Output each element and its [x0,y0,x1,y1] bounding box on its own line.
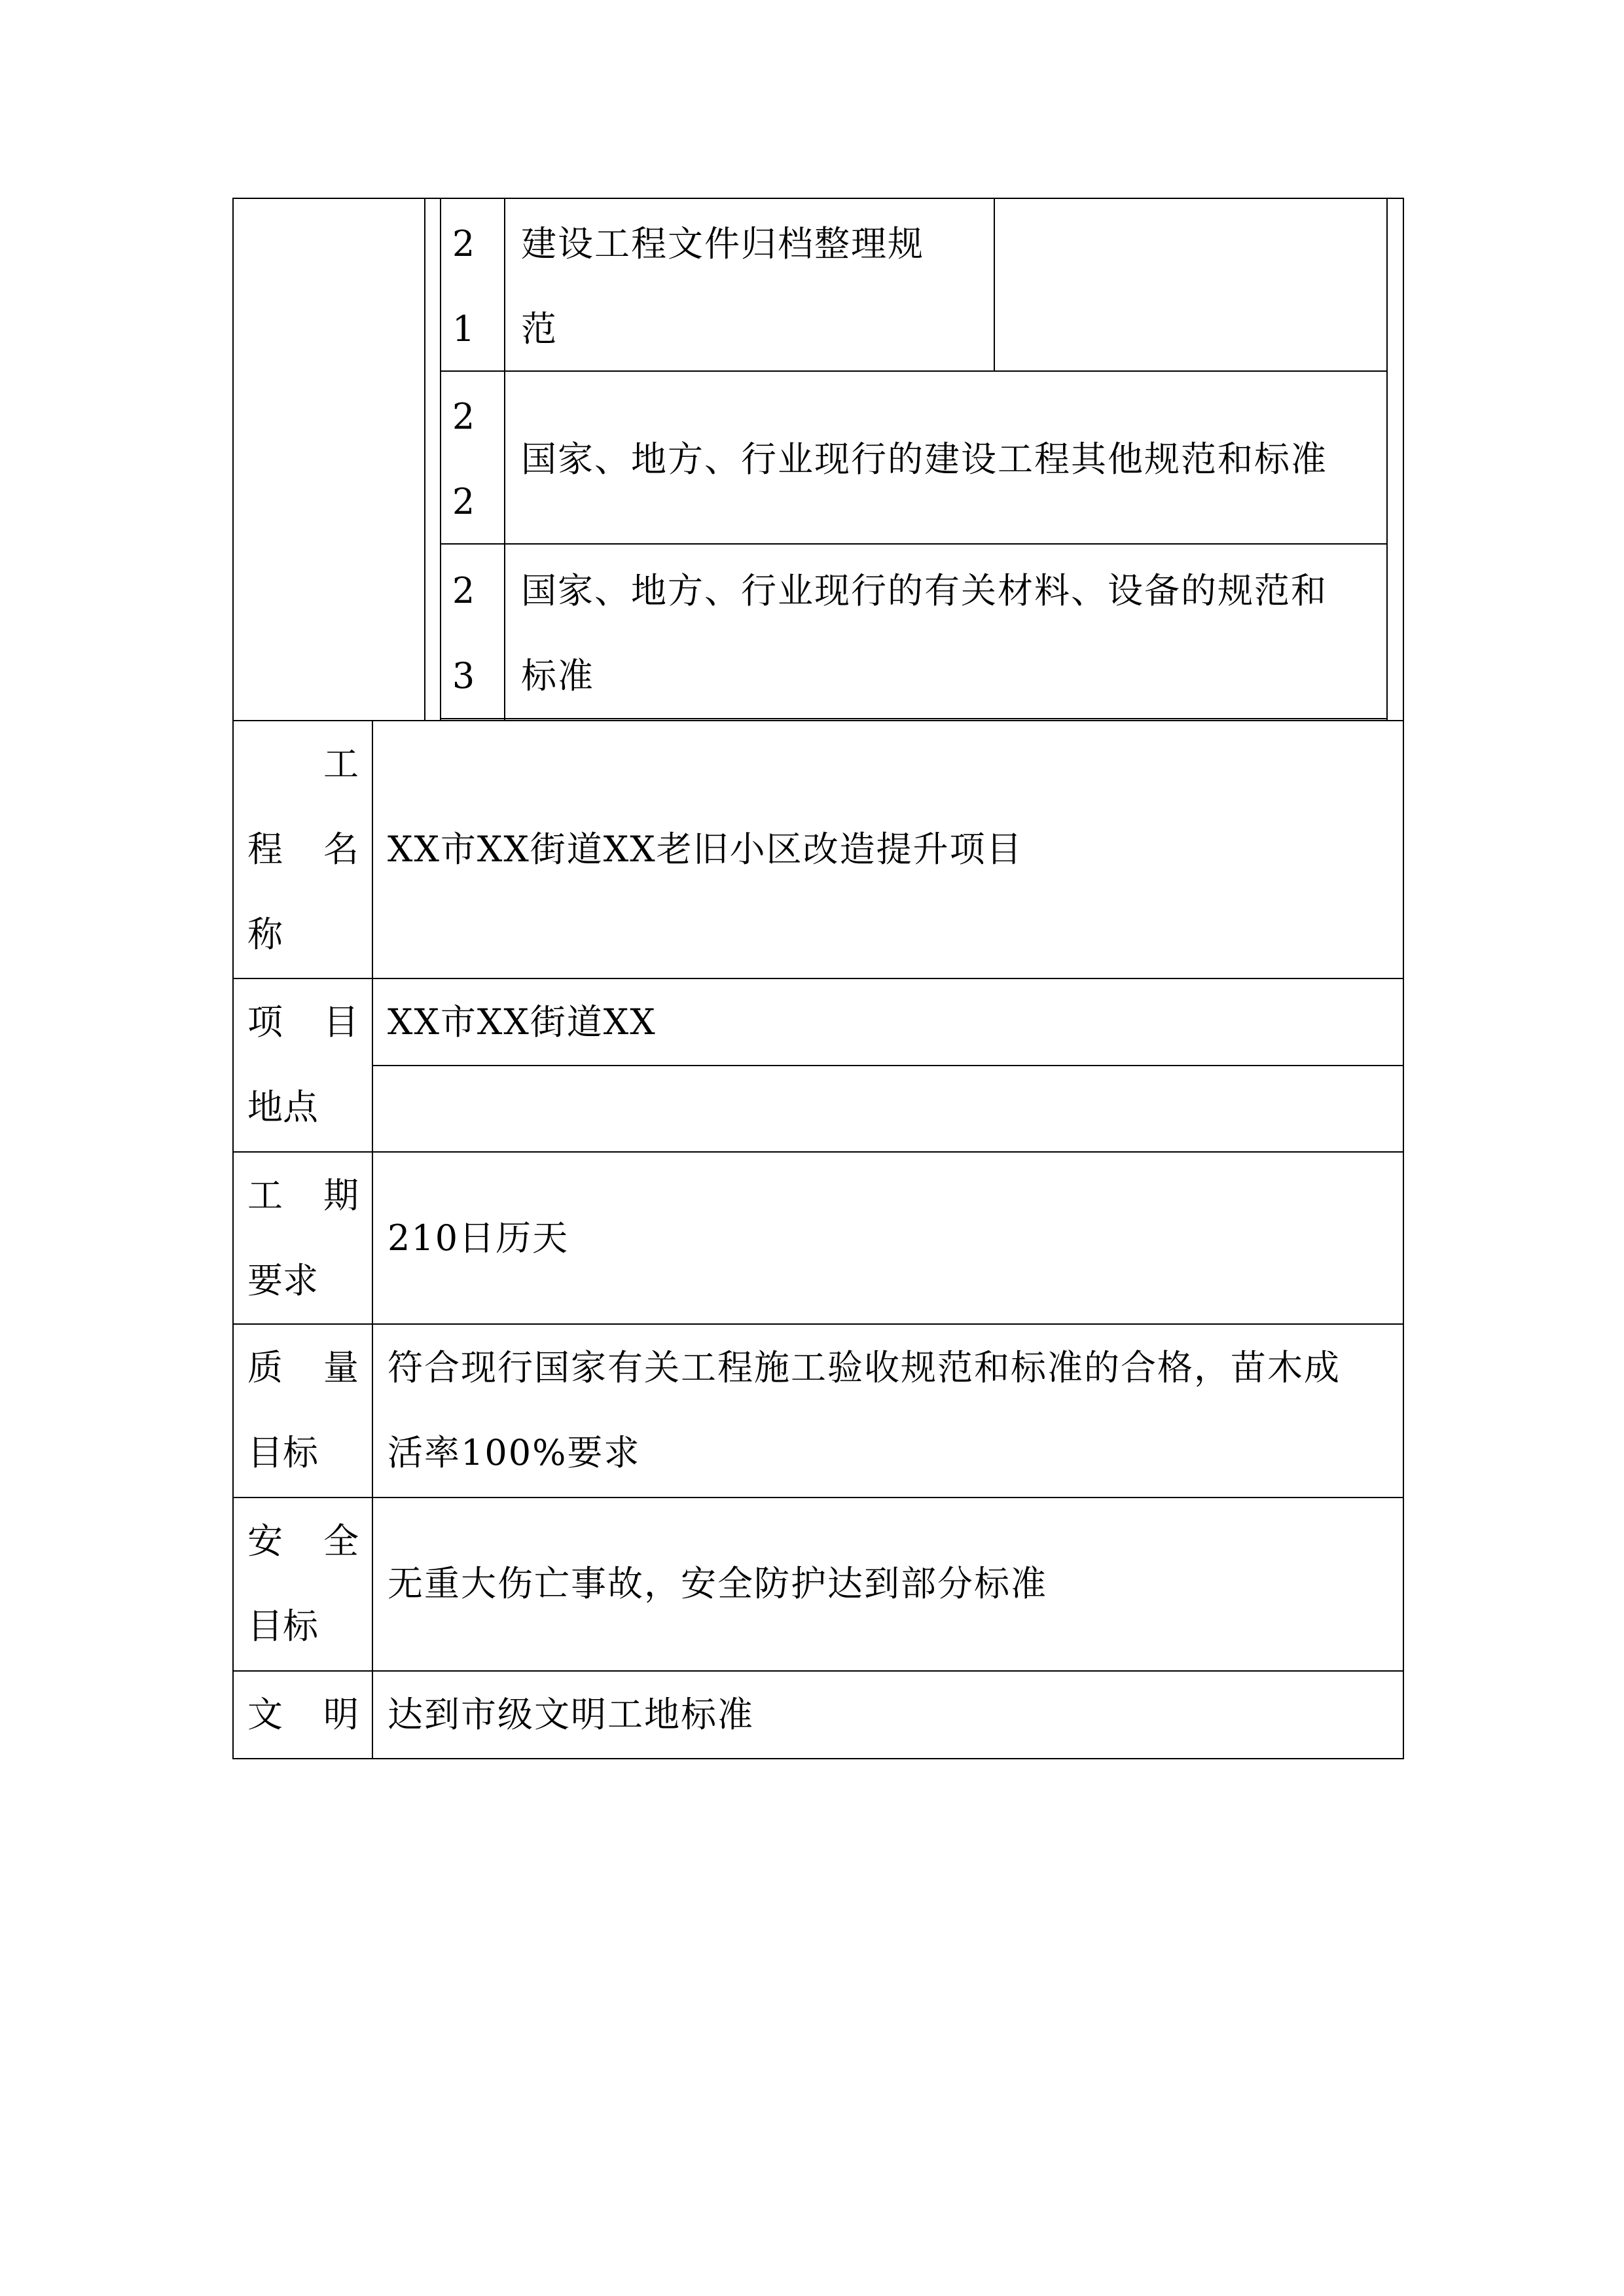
standard-number: 2 2 [452,396,475,522]
standard-text: 建设工程文件归档整理规 范 [521,223,924,350]
inner-double-line-a [424,198,425,720]
row21-extra-separator [994,198,995,371]
quality-label: 质 量 目标 [247,1347,359,1473]
row-separator-site-inner [372,1065,1404,1066]
row-separator-name [232,978,1404,979]
project-site-value: XX市XX街道XX [388,1001,657,1043]
inner-right-line [1386,198,1388,720]
inner-double-line-b [440,198,441,720]
project-name-label: 工 程 名 称 [247,744,359,955]
table-bottom [232,1758,1404,1759]
quality-value: 符合现行国家有关工程施工验收规范和标准的合格，苗木成 活率100%要求 [388,1347,1341,1473]
safety-label: 安 全 目标 [247,1520,359,1647]
safety-value: 无重大伤亡事故，安全防护达到部分标准 [388,1563,1047,1604]
label-col-separator [372,720,373,1759]
standard-number: 2 3 [452,570,475,696]
num-col-separator [504,198,505,720]
civil-label: 文 明 [247,1694,359,1735]
outer-top-border [232,198,1404,199]
section-divider [232,720,1404,721]
row-separator-site [232,1151,1404,1153]
civil-value: 达到市级文明工地标准 [388,1694,754,1735]
project-name-value: XX市XX街道XX老旧小区改造提升项目 [388,829,1023,870]
row-separator-quality [232,1497,1404,1498]
row-separator-safety [232,1670,1404,1672]
row-separator-2 [440,543,1388,545]
standard-number: 2 1 [452,223,475,350]
period-value: 210日历天 [388,1217,569,1259]
standard-text: 国家、地方、行业现行的建设工程其他规范和标准 [521,439,1327,480]
standard-text: 国家、地方、行业现行的有关材料、设备的规范和 标准 [521,570,1327,696]
row-separator-period [232,1323,1404,1325]
project-site-label: 项 目 地点 [247,1001,359,1128]
period-label: 工 期 要求 [247,1175,359,1301]
